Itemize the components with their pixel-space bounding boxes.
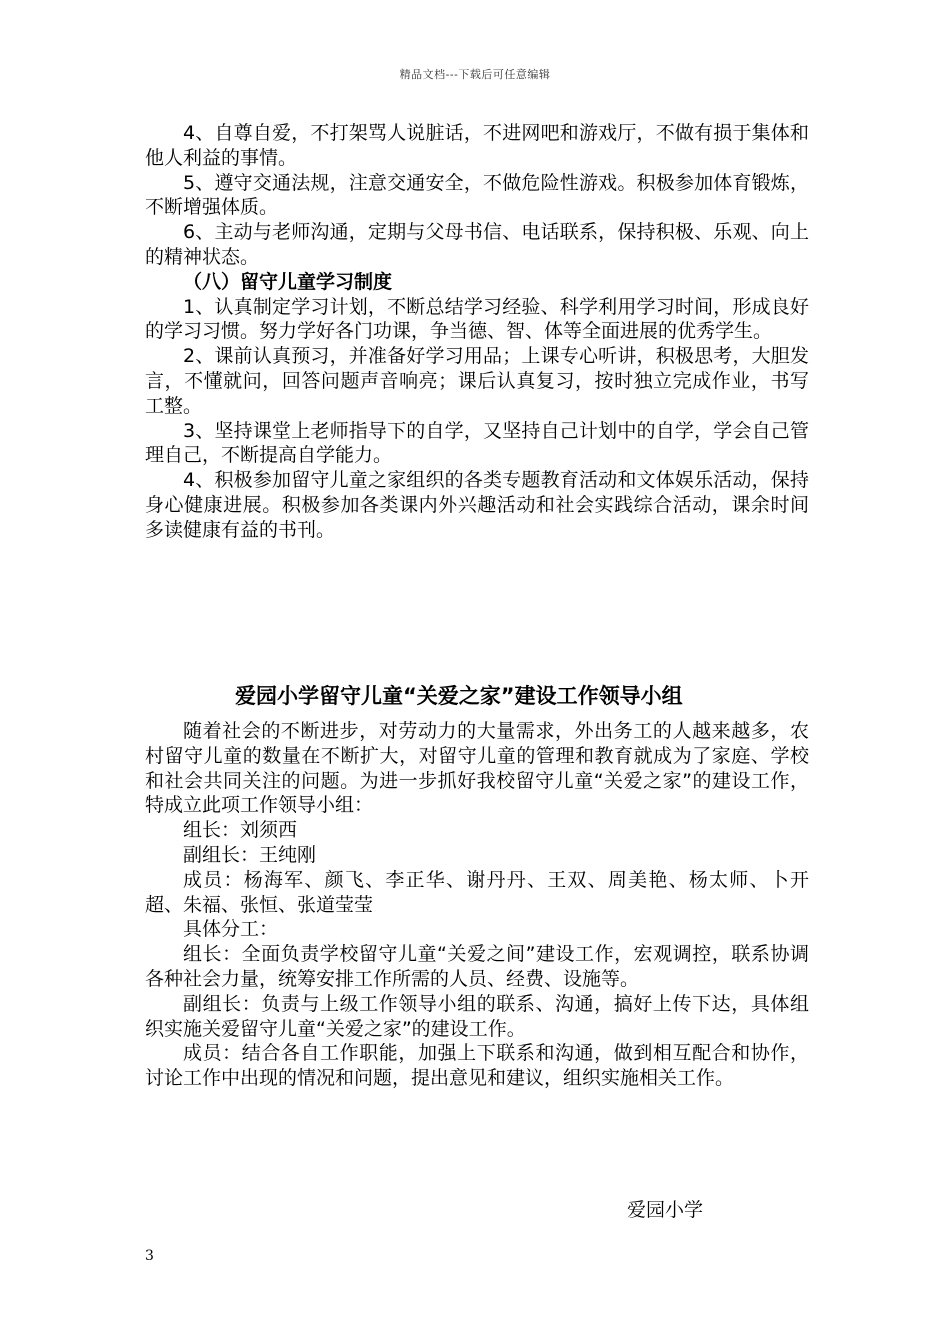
study-item-2: 2、课前认真预习，并准备好学习用品；上课专心听讲，积极思考，大胆发言，不懂就问，回答问题声音响亮；课后认真复习，按时独立完成作业，书写工整。 [145, 345, 809, 417]
rule-item-6: 6、主动与老师沟通，定期与父母书信、电话联系，保持积极、乐观、向上的精神状态。 [145, 221, 809, 268]
group-members: 成员：杨海军、颜飞、李正华、谢丹丹、王双、周美艳、杨太师、卜开超、朱福、张恒、张道莹莹 [145, 868, 809, 916]
study-item-4: 4、积极参加留守儿童之家组织的各类专题教育活动和文体娱乐活动，保持身心健康进展。积极参加各类课内外兴趣活动和社会实践综合活动，课余时间多读健康有益的书刊。 [145, 469, 809, 541]
page-number: 3 [145, 1248, 154, 1264]
study-item-3: 3、坚持课堂上老师指导下的自学，又坚持自己计划中的自学，学会自己管理自己，不断提高自学能力。 [145, 419, 809, 467]
rule-item-5: 5、遵守交通法规，注意交通安全，不做危险性游戏。积极参加体育锻炼，不断增强体质。 [145, 171, 809, 219]
group-intro: 随着社会的不断进步，对劳动力的大量需求，外出务工的人越来越多，农村留守儿童的数量在不断扩大，对留守儿童的管理和教育就成为了家庭、学校和社会共同关注的问题。为进一步抓好我校留守儿童“关爱之家”的建设工作，特成立此项工作领导小组： [145, 720, 809, 817]
study-section-heading: （八）留守儿童学习制度 [183, 270, 393, 293]
header-note: 精品文档---下载后可任意编辑 [399, 68, 551, 81]
group-deputy: 副组长：王纯刚 [183, 843, 317, 866]
leader-duty: 组长：全面负责学校留守儿童“关爱之间”建设工作，宏观调控，联系协调各种社会力量，统筹安排工作所需的人员、经费、设施等。 [145, 943, 809, 990]
signature: 爱园小学 [627, 1199, 704, 1221]
rule-item-4: 4、自尊自爱，不打架骂人说脏话，不进网吧和游戏厅，不做有损于集体和他人利益的事情。 [145, 122, 809, 169]
members-duty: 成员：结合各自工作职能，加强上下联系和沟通，做到相互配合和协作，讨论工作中出现的情况和问题，提出意见和建议，组织实施相关工作。 [145, 1042, 809, 1090]
deputy-duty: 副组长：负责与上级工作领导小组的联系、沟通，搞好上传下达，具体组织实施关爱留守儿童“关爱之家”的建设工作。 [145, 992, 809, 1040]
study-item-1: 1、认真制定学习计划，不断总结学习经验、科学利用学习时间，形成良好的学习习惯。努力学好各门功课，争当德、智、体等全面进展的优秀学生。 [145, 295, 809, 343]
group-leader: 组长：刘须西 [183, 819, 298, 842]
group-section-title: 爱园小学留守儿童“关爱之家”建设工作领导小组 [235, 684, 683, 708]
rules-block [145, 121, 809, 543]
group-section [145, 681, 809, 1091]
division-label: 具体分工： [183, 918, 279, 941]
